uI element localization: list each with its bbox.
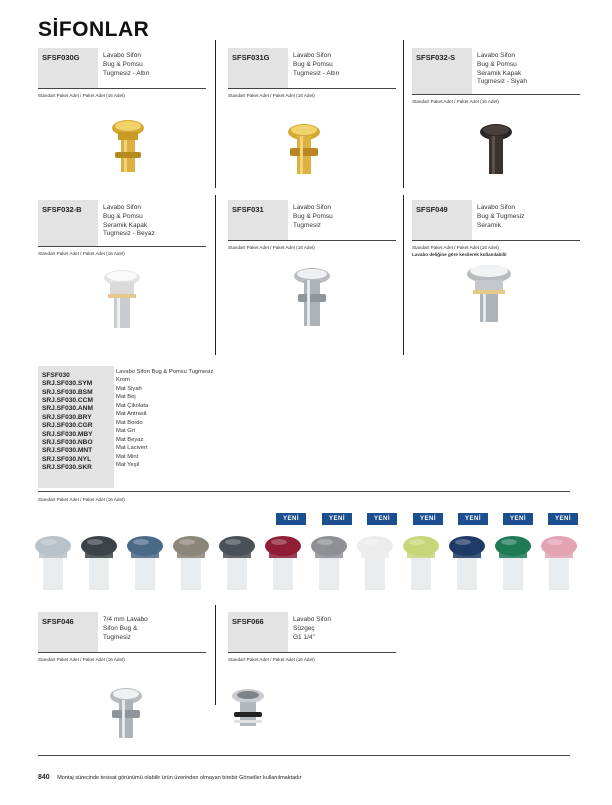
product-description: Lavabo Sifon Bug & Pomsu Seramik Kapak Tugmesiz - Beyaz [103, 204, 155, 238]
product-description: Lavabo Sifon Bug & Pomsu Tugmesiz - Altın [293, 52, 340, 77]
color-variant-lime [403, 536, 439, 590]
color-variant-light-grey [35, 536, 71, 590]
package-note: Standart Paket Adet / Paket Adet (16 Adet) [228, 245, 315, 250]
new-badge: YENİ [548, 513, 578, 525]
product-card [228, 612, 396, 663]
product-card [228, 200, 396, 251]
series-code-list: SFSF030 SRJ.SF030.SYM SRJ.SF030.BSM SRJ.SF030.CCM SRJ.SF030.ANM SRJ.SF030.BRY SRJ.SF030.CGR SRJ.SF030.MBY SRJ.SF030.NBO SRJ.SF030.MNT SRJ.SF030.NYL SRJ.SF030.SKR [38, 366, 114, 488]
column-divider [215, 40, 216, 188]
product-code: SFSF066 [228, 612, 288, 652]
column-divider [403, 40, 404, 188]
footer-rule [38, 755, 570, 756]
column-divider [403, 195, 404, 355]
color-variant-dark-slate [81, 536, 117, 590]
black-drain-image [476, 122, 516, 178]
page-number: 840 [38, 774, 50, 781]
color-variant-navy [449, 536, 485, 590]
new-badge: YENİ [276, 513, 306, 525]
product-card [412, 48, 580, 105]
new-badge: YENİ [503, 513, 533, 525]
product-description: Lavabo Sifon Bug & Pomsu Seramik Kapak Tugmesiz - Siyah [477, 52, 527, 86]
product-code: SFSF031G [228, 48, 288, 88]
product-code: SFSF030G [38, 48, 98, 88]
new-badge: YENİ [367, 513, 397, 525]
chrome-drain-image [290, 266, 334, 330]
color-variant-bordeaux [265, 536, 301, 590]
color-variant-steel-blue [127, 536, 163, 590]
package-note: Standart Paket Adet / Paket Adet (16 Adet) [38, 497, 125, 502]
new-badge: YENİ [413, 513, 443, 525]
strainer-drain-image [228, 686, 268, 736]
product-description: 7/4 mm Lavabo Sifon Bug & Tugmesiz [103, 616, 148, 641]
product-code: SFSF032-B [38, 200, 98, 246]
product-description: Lavabo Sifon Bug & Pomsu Tugmesiz [293, 204, 333, 229]
footer-note: Montaj sürecinde tesisat görünümü olabilir ürün üzerinden olmayan birebir Görseller kullanılmaktadır [57, 775, 302, 781]
white-drain-image [100, 268, 144, 332]
package-note: Standart Paket Adet / Paket Adet (16 Adet) [38, 657, 125, 662]
product-card [38, 200, 206, 257]
column-divider [215, 195, 216, 355]
color-variant-white [357, 536, 393, 590]
product-description: Lavabo Sifon Bug & Pomsu Tugmesiz - Altın [103, 52, 150, 77]
product-code: SFSF031 [228, 200, 288, 240]
package-note: Standart Paket Adet / Paket Adet (16 Adet) [412, 245, 499, 250]
new-badge: YENİ [458, 513, 488, 525]
product-description: Lavabo Sifon Bug & Tugmesiz Seramik [477, 204, 525, 229]
product-card [412, 200, 580, 258]
series-rule [38, 491, 570, 492]
package-note: Standart Paket Adet / Paket Adet (16 Adet) [228, 93, 315, 98]
footer [38, 774, 301, 781]
color-variant-pink [541, 536, 577, 590]
package-note: Standart Paket Adet / Paket Adet (16 Adet) [228, 657, 315, 662]
series-color-list: Lavabo Sifon Bug & Pomsu Tugmesiz Krom Mat Siyah Mat Bej Mat Çikolata Mat Antrasit Mat Bordo Mat Gri Mat Beyaz Mat Lacivert Mat Mint Mat Yeşil [116, 369, 214, 468]
gold-drain-image [284, 122, 324, 178]
chrome-drain-image [464, 262, 514, 324]
package-note: Standart Paket Adet / Paket Adet (16 Adet) [412, 99, 499, 104]
product-code: SFSF032-S [412, 48, 472, 94]
package-note: Standart Paket Adet / Paket Adet (16 Adet) [38, 251, 125, 256]
color-variant-grey [311, 536, 347, 590]
page-title: SİFONLAR [38, 18, 150, 41]
product-description: Lavabo Sifon Süzgeç G1 1/4" [293, 616, 331, 641]
color-variant-green [495, 536, 531, 590]
product-card [228, 48, 396, 99]
package-note: Standart Paket Adet / Paket Adet (16 Adet) [38, 93, 125, 98]
color-variant-anthracite [219, 536, 255, 590]
product-code: SFSF049 [412, 200, 472, 240]
color-variant-taupe [173, 536, 209, 590]
product-card [38, 48, 206, 99]
product-card [38, 612, 206, 663]
color-variants-row [30, 532, 582, 592]
gold-drain-image [108, 118, 148, 176]
usage-note: Lavabo deliğine göre kesilerek kullanılabilir [412, 252, 507, 258]
column-divider [215, 605, 216, 705]
chrome-drain-image [106, 686, 146, 742]
new-badge: YENİ [322, 513, 352, 525]
product-code: SFSF046 [38, 612, 98, 652]
